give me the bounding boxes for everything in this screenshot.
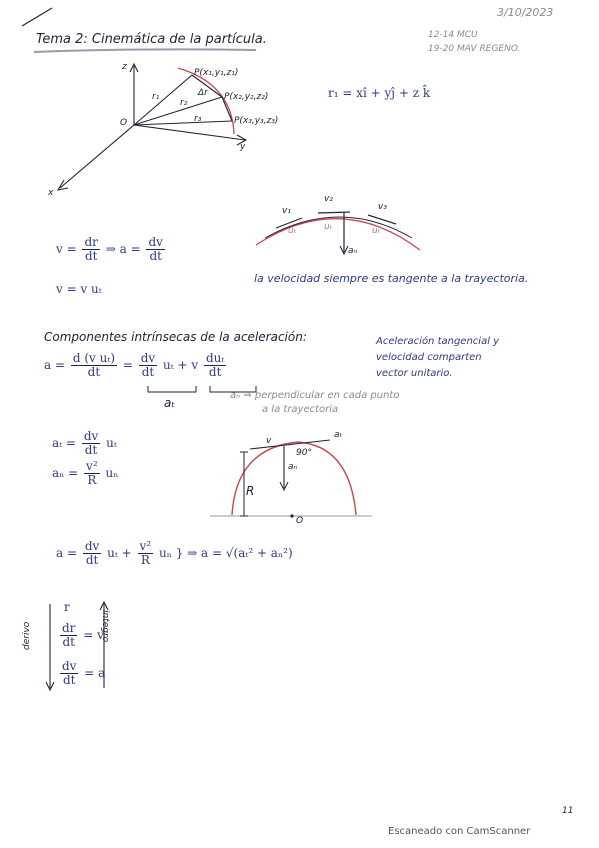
velocity-definition: v = $\frac{dr}{dt}$ ⇒ a = $\frac{dv}{dt}$ <box>56 235 163 263</box>
components-equation: a = $\frac{\text{d (v uₜ)}}{dt}$ = $\frac{dv}{dt}$ uₜ + v $\frac{\text{duₜ}}{dt}$ <box>44 351 225 379</box>
vector-r1: r₁ <box>152 92 160 102</box>
arc-v1: v₁ <box>282 206 291 216</box>
circle-an-label: aₙ <box>288 462 298 472</box>
point-p3: P(x₃,y₃,z₃) <box>234 116 279 126</box>
arc-ut-2: uₜ <box>324 222 333 232</box>
arc-ut-1: uₜ <box>288 226 297 236</box>
circle-v-label: v <box>266 436 272 446</box>
summary-dv: $\frac{dv}{dt}$ = a <box>62 659 106 687</box>
date: 3/10/2023 <box>497 6 554 19</box>
circle-angle-label: 90° <box>296 448 312 458</box>
summary-dr: $\frac{dr}{dt}$ = v <box>62 621 104 649</box>
arc-v2: v₂ <box>324 194 333 204</box>
tangent-note: la velocidad siempre es tangente a la trayectoria. <box>254 272 529 285</box>
derive-label: derivo <box>22 621 32 650</box>
arc-an: aₙ <box>348 246 358 256</box>
title-underline <box>34 49 256 52</box>
arc-diagram <box>256 212 420 254</box>
circle-diagram <box>210 440 372 518</box>
side-note-3: vector unitario. <box>376 368 453 379</box>
side-note-2: velocidad comparten <box>376 352 482 363</box>
position-equation: r₁ = xî + yĵ + z k̂ <box>328 86 431 100</box>
total-acceleration: a = $\frac{dv}{dt}$ uₜ + $\frac{\text{v²}}{R}$ uₙ } ⇒ a = √(aₜ² + aₙ²) <box>56 539 293 567</box>
label-an-trajectory: a la trayectoria <box>262 404 339 415</box>
components-heading: Componentes intrínsecas de la aceleración: <box>44 330 307 344</box>
page-number: 11 <box>562 806 574 816</box>
velocity-unit-vector: v = v uₜ <box>56 282 102 296</box>
scanner-watermark: Escaneado con CamScanner <box>388 826 531 837</box>
circle-at-label: aₜ <box>334 430 343 440</box>
label-at: aₜ <box>164 396 175 410</box>
arc-ut-3: uₜ <box>372 226 381 236</box>
point-p1: P(x₁,y₁,z₁) <box>194 68 239 78</box>
normal-acceleration: aₙ = $\frac{\text{v²}}{R}$ uₙ <box>52 459 119 487</box>
circle-center-label: O <box>296 516 304 526</box>
origin-label: O <box>120 118 128 128</box>
axis-y-label: y <box>240 142 246 152</box>
delta-r: Δr <box>198 88 208 98</box>
vector-r2: r₂ <box>180 98 188 108</box>
circle-radius-label: R <box>246 484 255 498</box>
point-p2: P(x₂,y₂,z₂) <box>224 92 269 102</box>
summary-r: r <box>64 600 70 614</box>
pen-mark <box>22 8 52 26</box>
axis-x-label: x <box>48 188 54 198</box>
page-title: Tema 2: Cinemática de la partícula. <box>36 32 267 47</box>
tangential-acceleration: aₜ = $\frac{dv}{dt}$ uₜ <box>52 429 117 457</box>
axes-diagram <box>58 64 246 190</box>
integrate-label: integro <box>100 610 110 643</box>
side-note-1: Aceleración tangencial y <box>376 336 500 347</box>
header-note-1: 12-14 MCU <box>428 30 478 40</box>
arc-v3: v₃ <box>378 202 387 212</box>
vector-r3: r₃ <box>194 114 202 124</box>
header-note-2: 19-20 MAV REGENO. <box>428 44 521 54</box>
label-an-perpendicular: aₙ ⇒ perpendicular en cada punto <box>230 390 400 401</box>
axis-z-label: z <box>122 62 127 72</box>
